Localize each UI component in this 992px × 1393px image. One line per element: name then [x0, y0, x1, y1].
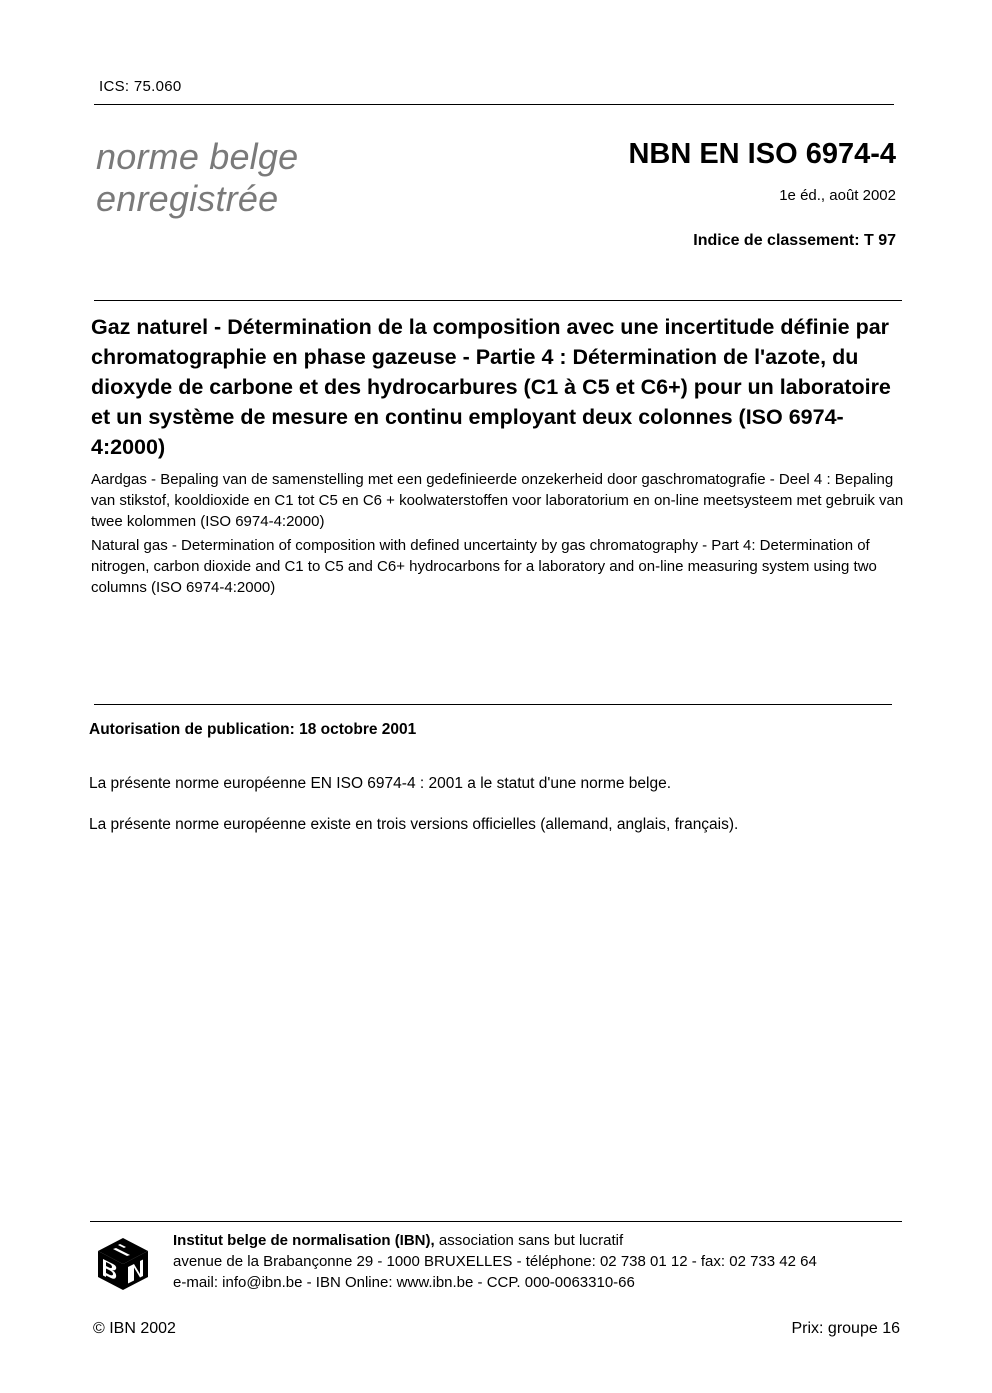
title-dutch: Aardgas - Bepaling van de samenstelling met een gedefinieerde onzekerheid door gaschromatografie - Deel 4 : Bepaling van stikstof, kooldioxide en C1 tot C5 en C6 + koolwaterstoffen voor laboratorium en on-line meetsysteem met gebruik van twee kolommen (ISO 6974-4:2000): [91, 471, 904, 530]
brand-line-2: enregistrée: [96, 178, 279, 219]
versions-paragraph: La présente norme européenne existe en trois versions officielles (allemand, anglais, français).: [89, 816, 739, 833]
brand-line-1: norme belge: [96, 136, 299, 177]
copyright-notice: © IBN 2002: [93, 1320, 176, 1337]
document-brand: [96, 136, 298, 220]
body-divider: [94, 704, 892, 705]
publication-authorisation: Autorisation de publication: 18 octobre 2001: [89, 721, 417, 738]
institute-contact: e-mail: info@ibn.be - IBN Online: www.ibn.be - CCP. 000-0063310-66: [173, 1274, 635, 1291]
title-divider: [94, 300, 902, 301]
institute-type: association sans but lucratif: [434, 1232, 624, 1249]
institute-name-line: [173, 1230, 817, 1251]
footer-divider: [90, 1221, 902, 1222]
standard-number: NBN EN ISO 6974-4: [628, 138, 896, 170]
edition-info: 1e éd., août 2002: [779, 187, 896, 204]
institute-info: [173, 1230, 817, 1293]
classification-index: Indice de classement: T 97: [693, 232, 896, 249]
title-french: Gaz naturel - Détermination de la composition avec une incertitude définie par chromatographie en phase gazeuse - Partie 4 : Détermination de l'azote, du dioxyde de carbone et des hydrocarbures (C1 à C5 et C6+) pour un laboratoire et un système de mesure en continu employant deux colonnes (ISO 6974-4:2000): [91, 315, 891, 459]
institute-name: Institut belge de normalisation (IBN),: [173, 1232, 435, 1249]
ics-code: ICS: 75.060: [99, 78, 182, 95]
institute-address: avenue de la Brabançonne 29 - 1000 BRUXELLES - téléphone: 02 738 01 12 - fax: 02 733 42 64: [173, 1253, 817, 1270]
status-paragraph: La présente norme européenne EN ISO 6974-4 : 2001 a le statut d'une norme belge.: [89, 775, 672, 792]
title-english: Natural gas - Determination of composition with defined uncertainty by gas chromatography - Part 4: Determination of nitrogen, carbon dioxide and C1 to C5 and C6+ hydrocarbons for a laboratory and on-line measuring system using two columns (ISO 6974-4:2000): [91, 537, 877, 596]
ibn-logo: [96, 1236, 150, 1292]
price-group: Prix: groupe 16: [791, 1320, 900, 1337]
header-divider: [94, 104, 894, 105]
